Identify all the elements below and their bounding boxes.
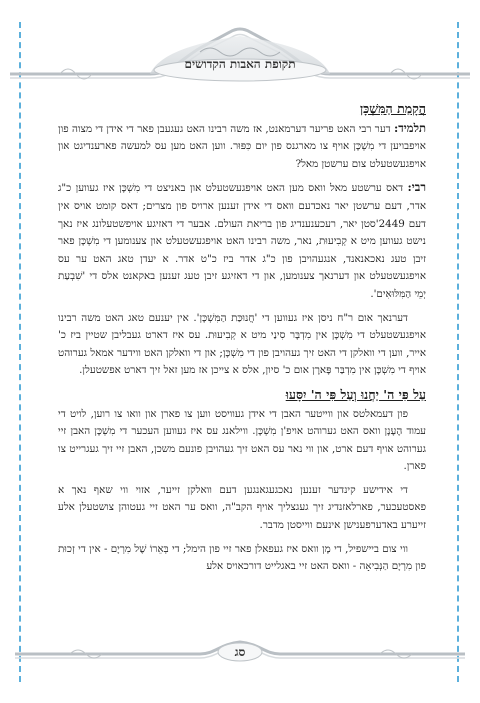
paragraph-text: דאס ערשטע מאל וואס מען האט אויפגעשטעלט און באניצט די מִשְׁכָּן איז געווען כ"ג אדר, דעם ערשטן יאר נאכדעם וואס די אידן זענען ארויס פון מצרים; דאס קומט אויס אין דעם 2449'סטן יאר, רעכענענדיג פון בריאת העולם. אבער די דאזיגע אויפשטעלונג איז נאך נישט געווען מיט א קְבִיעוּת, נאר, משה רבינו האט אויפגעשטעלט און צענומען די מִשְׁכָּן פאר זיבן טעג נאכאנאנד, אנגעהויבן פון כ"ג אדר ביז כ"ט אדר. א יעדן טאג האט ער עס אויפגעשטעלט און דערנאך צענומען, און די דאזיגע זיבן טעג זענען באקאנט אלס די 'שִׁבְעַת יְמֵי הַמִּלּוּאִים'. <box>58 182 426 300</box>
paragraph-text: די אידישע קינדער זענען נאכגעגאנגען דעם וואלקן זייער, אזוי ווי שאף נאך א פאסטעכער, פארלאזנדיג זיך געגצליך אויף הקב"ה, וואס ער האט זיי געטוהן צושטעלן אלע זייערע באדערפענישן אינעם ווייסטן מדבר. <box>58 483 426 532</box>
paragraph <box>58 310 426 380</box>
paragraph-text: ווי צום ביישפיל, די מָן וואס איז געפאלן פאר זיי פון הימל; די בְּאֵרוֹ שֶׁל מִרְיָם - אין די זְכוּת פון מִרְיָם הַנְּבִיאָה - וואס האט זיי באגלייט דורכאויס אלע <box>58 542 426 573</box>
paragraph <box>58 120 426 174</box>
section-heading: עַל פִּי ה' יַחֲנוּ וְעַל פִּי ה' יִסָּעוּ <box>285 386 426 402</box>
paragraph <box>58 541 426 576</box>
decorative-header-band <box>0 12 480 90</box>
section-heading: הֲקָמַת הַמִּשְׁכָּן <box>359 101 426 116</box>
page-number: סג <box>234 645 246 659</box>
paragraph <box>58 406 426 476</box>
running-title: תקופת האבות הקדושים <box>184 57 296 71</box>
speaker-label: רבי: <box>407 180 426 195</box>
paragraph-text: דער רבי האט פריער דערמאנט, אז משה רבינו האט געגעבן פאר די אידן די מצוה פון אויפבויען די מִשְׁכָּן אויף צו מארגנס פון יום כִּפּוּר. ווען האט מען עס למעשה פארענדיגט און אויפגעשטעלט צום ערשטן מאל? <box>58 122 426 170</box>
paragraph <box>58 179 426 303</box>
page-content <box>58 100 426 582</box>
paragraph-text: דערנאך אום ר"ח ניסן איז געווען די 'חֲנוּכַּת הַמִּשְׁכָּן'. אין יענעם טאג האט משה רבינו אויפגעשטעלט די מִשְׁכָּן אין מִדְבָּר סִינַי מיט א קְבִיעוּת. עס איז דארט געבליבן שטיין ביז כ' אייר, ווען די וואלקן די האט זיך געהויבן פון די מִשְׁכָּן; און די וואלקן האט ווידער אמאל גערוהט אויף די מִשְׁכָּן אין מִדְבַּר פָּארָן אום כ' סיון, אלס א צייכן אז מען זאל זיך דארט אפשטעלן. <box>58 311 427 377</box>
paragraph-text: פון דעמאלטס און ווייטער האבן די אידן געוויסט ווען צו פארן און וואו צו רוען, לויט די עמוד הֶעָנָן וואס האט גערוהט אויפ'ן מִשְׁכָּן. ווילאנג עס איז געווען העכער די מִשְׁכָּן האבן זיי גערוהט אויף דעם ארט, און ווי נאר עס האט זיך געהויבן פונעם משכן, האבן זיי זיך געגרייט צו פארן. <box>58 407 426 473</box>
speaker-label: תלמיד: <box>393 120 426 135</box>
paragraph <box>58 482 426 535</box>
